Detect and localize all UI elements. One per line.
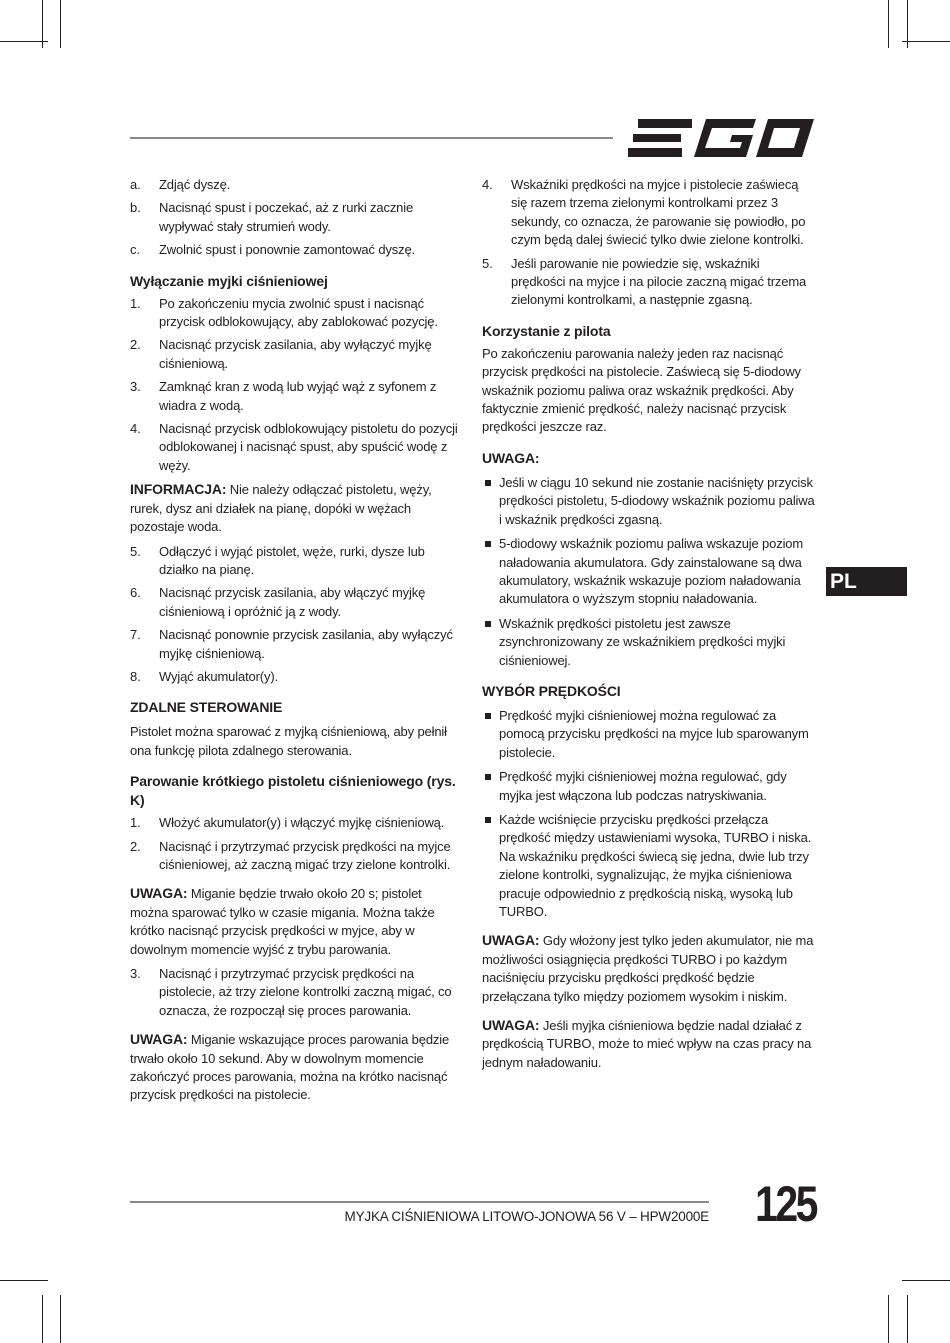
section-heading: ZDALNE STEROWANIE bbox=[130, 699, 283, 716]
note-label: UWAGA: bbox=[482, 1017, 540, 1034]
bullet-square-icon bbox=[482, 615, 499, 670]
list-marker: 3. bbox=[130, 379, 141, 395]
list-item bbox=[130, 378, 463, 415]
footer-rule bbox=[130, 1201, 709, 1203]
bullet-text: Jeśli w ciągu 10 sekund nie zostanie naciśnięty przycisk prędkości pistoletu, 5-diodowy wskaźnik poziomu paliwa i wskaźnik prędkości zgasną. bbox=[499, 474, 815, 527]
note-text: Miganie wskazujące proces parowania będzie trwało około 10 sekund. Aby w dowolnym momencie zakończyć proces parowania, można na krótko nacisnąć przycisk prędkości na pistolecie. bbox=[130, 1032, 450, 1103]
bullet-square-icon bbox=[482, 474, 499, 529]
crop-mark bbox=[902, 1280, 950, 1281]
list-item bbox=[130, 584, 463, 621]
bullet-item bbox=[482, 811, 815, 921]
list-item bbox=[130, 420, 463, 475]
list-text: Nacisnąć i przytrzymać przycisk prędkości na myjce ciśnieniowej, aż zaczną migać trzy zielone kontrolki. bbox=[159, 838, 451, 872]
section-heading: Wyłączanie myjki ciśnieniowej bbox=[130, 272, 328, 289]
note-label: UWAGA: bbox=[482, 932, 540, 949]
list-item bbox=[130, 668, 463, 686]
list-text: Zdjąć dyszę. bbox=[159, 177, 231, 192]
list-text: Nacisnąć przycisk zasilania, aby wyłączyć myjkę ciśnieniową. bbox=[159, 337, 432, 371]
list-marker: 5. bbox=[130, 543, 141, 559]
list-marker: 8. bbox=[130, 668, 141, 684]
list-marker: c. bbox=[130, 242, 140, 258]
language-tab: PL bbox=[826, 567, 907, 596]
list-marker: 1. bbox=[130, 295, 141, 311]
list-text: Wskaźniki prędkości na myjce i pistolecie zaświecą się razem trzema zielonymi kontrolkami przez 3 sekundy, co oznacza, że parowanie się powiodło, po czym będą dalej świecić tylko dwie zielone kontrolki. bbox=[511, 177, 806, 248]
list-text: Odłączyć i wyjąć pistolet, węże, rurki, dysze lub działko na pianę. bbox=[159, 543, 425, 577]
list-marker: 4. bbox=[130, 421, 141, 437]
list-marker: 2. bbox=[130, 337, 141, 353]
list-marker: 7. bbox=[130, 627, 141, 643]
list-item bbox=[130, 626, 463, 663]
crop-mark bbox=[907, 1295, 908, 1343]
list-item bbox=[130, 241, 463, 259]
bullet-square-icon bbox=[482, 707, 499, 762]
list-text: Zwolnić spust i ponownie zamontować dyszę. bbox=[159, 242, 415, 258]
bullet-item bbox=[482, 707, 815, 762]
crop-mark bbox=[60, 1295, 61, 1343]
list-item bbox=[130, 176, 463, 194]
crop-mark bbox=[902, 41, 950, 42]
list-marker: b. bbox=[130, 200, 141, 216]
bullet-text: Wskaźnik prędkości pistoletu jest zawsze zsynchronizowany ze wskaźnikiem prędkości myjki ciśnieniowej. bbox=[499, 615, 786, 668]
list-text: Nacisnąć ponownie przycisk zasilania, aby wyłączyć myjkę ciśnieniową. bbox=[159, 627, 453, 661]
list-item bbox=[130, 295, 463, 332]
list-marker: 4. bbox=[482, 177, 493, 192]
bullet-text: Prędkość myjki ciśnieniowej można regulować za pomocą przycisku prędkości na myjce lub sparowanym pistolecie. bbox=[499, 707, 809, 760]
list-item bbox=[130, 543, 463, 580]
bullet-item bbox=[482, 535, 815, 609]
note bbox=[130, 1030, 463, 1105]
page-number: 125 bbox=[755, 1176, 817, 1232]
note-text: Miganie będzie trwało około 20 s; pistolet można sparować tylko w czasie migania. Można także krótko nacisnąć przycisk prędkości w myjce, aby w dowolnym momencie wyjść z trybu parowania. bbox=[130, 886, 435, 957]
paragraph: Pistolet można sparować z myjką ciśnieniową, aby pełnił ona funkcję pilota zdalnego sterowania. bbox=[130, 724, 447, 758]
bullet-text: Każde wciśnięcie przycisku prędkości przełącza prędkość między ustawieniami wysoka, TURBO i niska. Na wskaźniku prędkości świecą się jedna, dwie lub trzy zielone kontrolki, sygnalizując, że myjka ciśnieniowa pracuje odpowiednio z prędkością niską, wysoką lub TURBO. bbox=[499, 811, 812, 919]
bullet-square-icon bbox=[482, 535, 499, 609]
footer-title: MYJKA CIŚNIENIOWA LITOWO-JONOWA 56 V – HPW2000E bbox=[344, 1209, 709, 1224]
list-item bbox=[482, 255, 815, 310]
header-rule bbox=[130, 137, 613, 139]
crop-mark bbox=[0, 41, 48, 42]
list-text: Włożyć akumulator(y) i włączyć myjkę ciśnieniową. bbox=[159, 815, 445, 831]
note bbox=[482, 931, 815, 1006]
note bbox=[130, 884, 463, 959]
list-item bbox=[130, 814, 463, 832]
list-marker: a. bbox=[130, 177, 141, 192]
list-text: Nacisnąć przycisk zasilania, aby włączyć myjkę ciśnieniową i opróżnić ją z wody. bbox=[159, 585, 426, 619]
note-label: UWAGA: bbox=[130, 885, 188, 902]
section-heading: Parowanie krótkiego pistoletu ciśnieniowego (rys. K) bbox=[130, 773, 456, 809]
list-text: Nacisnąć przycisk odblokowujący pistoletu do pozycji odblokowanej i nacisnąć spust, aby spuścić wodę z węży. bbox=[159, 421, 458, 473]
bullet-text: 5-diodowy wskaźnik poziomu paliwa wskazuje poziom naładowania akumulatora. Gdy zainstalowane są dwa akumulatory, wskaźnik wskazuje poziom naładowania akumulatora o wyższym stopniu naładowania. bbox=[499, 536, 804, 607]
crop-mark bbox=[42, 1295, 43, 1343]
crop-mark bbox=[0, 1280, 48, 1281]
crop-mark bbox=[888, 0, 889, 48]
note-text: Gdy włożony jest tylko jeden akumulator, nie ma możliwości osiągnięcia prędkości TURBO i po każdym naciśnięciu przycisku prędkości prędkość będzie przełączana tylko między poziomem wysokim i niskim. bbox=[482, 933, 814, 1004]
info-note bbox=[130, 480, 463, 536]
right-column bbox=[482, 176, 815, 1078]
note bbox=[482, 1016, 815, 1072]
list-marker: 1. bbox=[130, 815, 141, 831]
info-label: INFORMACJA: bbox=[130, 481, 227, 498]
note-label: UWAGA: bbox=[130, 1031, 188, 1048]
paragraph: Po zakończeniu parowania należy jeden raz nacisnąć przycisk prędkości na pistolecie. Zaświecą się 5-diodowy wskaźnik poziomu paliwa oraz wskaźnik prędkości. Aby faktycznie zmienić prędkość, należy nacisnąć przycisk prędkości jeszcze raz. bbox=[482, 345, 801, 435]
note-text: Jeśli myjka ciśnieniowa będzie nadal działać z prędkością TURBO, może to mieć wpływ na czas pracy na jednym naładowaniu. bbox=[482, 1018, 812, 1070]
crop-mark bbox=[888, 1295, 889, 1343]
list-text: Nacisnąć spust i poczekać, aż z rurki zacznie wypływać stały strumień wody. bbox=[159, 200, 414, 234]
left-column bbox=[130, 176, 463, 1111]
list-text: Wyjąć akumulator(y). bbox=[159, 668, 278, 684]
list-marker: 5. bbox=[482, 255, 493, 271]
bullet-square-icon bbox=[482, 768, 499, 805]
section-heading: Korzystanie z pilota bbox=[482, 322, 611, 339]
list-item bbox=[130, 965, 463, 1020]
list-item bbox=[482, 176, 815, 250]
bullet-text: Prędkość myjki ciśnieniowej można regulować, gdy myjka jest włączona lub podczas natryskiwania. bbox=[499, 769, 787, 803]
info-text: Nie należy odłączać pistoletu, węży, rurek, dysz ani działek na pianę, dopóki w wężach pozostaje woda. bbox=[130, 482, 432, 535]
list-item bbox=[130, 199, 463, 236]
list-text: Nacisnąć i przytrzymać przycisk prędkości na pistolecie, aż trzy zielone kontrolki zaczną migać, co oznacza, że rozpoczął się proces parowania. bbox=[159, 966, 452, 1018]
section-heading: WYBÓR PRĘDKOŚCI bbox=[482, 682, 621, 699]
bullet-item bbox=[482, 474, 815, 529]
bullet-item bbox=[482, 615, 815, 670]
bullet-square-icon bbox=[482, 811, 499, 921]
list-marker: 3. bbox=[130, 966, 141, 981]
ego-logo bbox=[628, 117, 814, 159]
list-item bbox=[130, 838, 463, 875]
bullet-item bbox=[482, 768, 815, 805]
list-text: Jeśli parowanie nie powiedzie się, wskaźniki prędkości na myjce i na pilocie zaczną migać trzema zielonymi kontrolkami, a następnie zgasną. bbox=[511, 255, 807, 308]
list-text: Po zakończeniu mycia zwolnić spust i nacisnąć przycisk odblokowujący, aby zablokować pozycję. bbox=[159, 295, 438, 330]
list-item bbox=[130, 336, 463, 373]
list-marker: 6. bbox=[130, 585, 141, 601]
list-text: Zamknąć kran z wodą lub wyjąć wąż z syfonem z wiadra z wodą. bbox=[159, 379, 437, 413]
crop-mark bbox=[60, 0, 61, 48]
section-heading: UWAGA: bbox=[482, 449, 540, 466]
list-marker: 2. bbox=[130, 838, 141, 854]
